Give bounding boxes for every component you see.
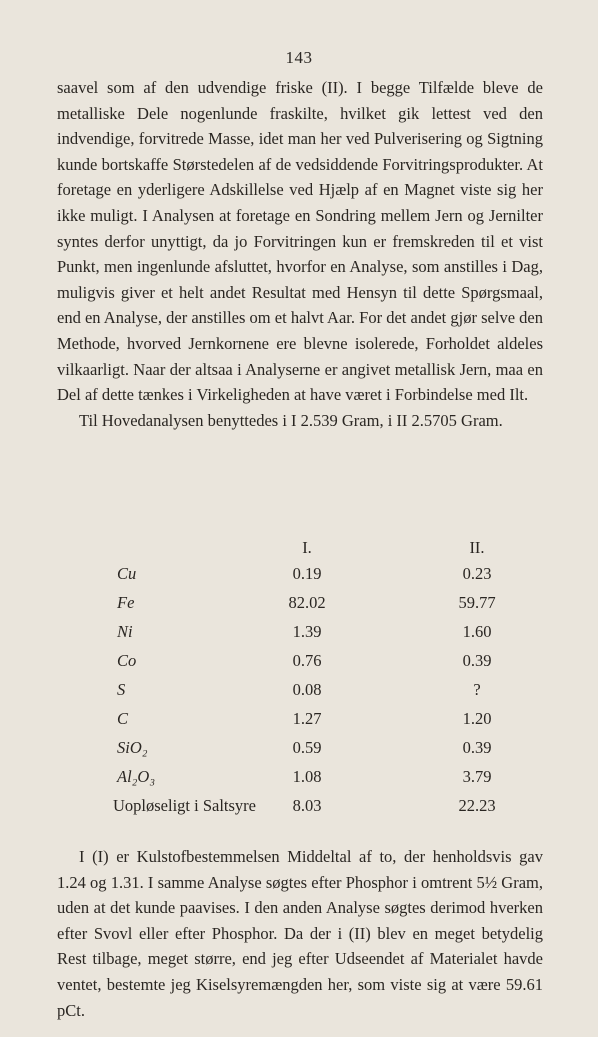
paragraph-text: saavel som af den udvendige friske (II). I begge Tilfælde bleve de metalliske Dele nogenlunde fraskilte, hvilket gik lettest ved den indvendige, forvitrede Masse, idet man her ved Pulverisering og Sigtning kunde bortskaffe Størstedelen af de vedsiddende Forvitringsprodukter. At foretage en yderligere Adskillelse ved Hjælp af en Magnet viste sig her ikke muligt. I Analysen at foretage en Sondring mellem Jern og Jernilter syntes derfor unyttigt, da jo Forvitringen kun er fremskreden til et vist Punkt, men ingenlunde afsluttet, hvorfor en Analyse, som anstilles i Dag, muligvis giver et helt andet Resultat med Hensyn til dette Spørgsmaal, end en Analyse, der anstilles om et halvt Aar. For det andet gjør selve den Methode, hvorved Jernkornene ere blevne isolerede, Forholdet aldeles vilkaarligt. Naar der altsaa i Analyserne er angivet metallisk Jern, maa en Del af dette tænkes i Virkeligheden at have været i Forbindelse med Ilt. (57, 78, 543, 405)
table-header (57, 538, 543, 564)
row-value-1: 0.59 (292, 738, 322, 757)
row-label: Co (117, 651, 137, 670)
row-value-1: 1.39 (292, 622, 322, 641)
row-value-1: 1.08 (292, 767, 322, 786)
table-row (57, 767, 543, 796)
column-header-1: I. (302, 538, 312, 557)
paragraph-text-2: Til Hovedanalysen benyttedes i I 2.539 Gram, i II 2.5705 Gram. (79, 410, 503, 430)
row-value-2: ? (473, 680, 481, 699)
row-value-1: 0.19 (292, 564, 322, 583)
row-label: SiO₂ (117, 738, 148, 757)
row-value-2: 1.60 (462, 622, 492, 641)
row-value-2: 0.39 (462, 651, 492, 670)
total-value-1: 8.03 (292, 796, 322, 815)
row-label: C (117, 709, 129, 728)
row-value-1: 0.08 (292, 680, 322, 699)
table-row (57, 593, 543, 622)
row-value-2: 59.77 (458, 593, 496, 612)
paragraph-text-3: I (I) er Kulstofbestemmelsen Middeltal af to, der henholdsvis gav 1.24 og 1.31. I samme Analyse søgtes efter Phosphor i omtrent 5½ Gram, uden at det kunde paavises. I den anden Analyse søgtes derimod hverken efter Svovl eller efter Phosphor. Da der i (II) blev en meget betydelig Rest tilbage, meget større, end jeg efter Udseendet af Materialet havde ventet, bestemte jeg Kiselsyremængden her, som viste sig at være 59.61 pCt. (57, 847, 543, 1020)
row-value-2: 0.23 (462, 564, 492, 583)
table-row (57, 651, 543, 680)
row-label: Al₂O₃ (117, 767, 156, 786)
row-value-2: 1.20 (462, 709, 492, 728)
body-paragraph-1 (57, 75, 543, 433)
row-value-1: 1.27 (292, 709, 322, 728)
table-total-row (57, 796, 543, 825)
table-row (57, 680, 543, 709)
analysis-table (57, 538, 543, 825)
total-value-2: 22.23 (458, 796, 496, 815)
row-label: Cu (117, 564, 137, 583)
page-number: 143 (285, 48, 313, 67)
table-row (57, 709, 543, 738)
row-value-2: 0.39 (462, 738, 492, 757)
body-paragraph-3 (57, 844, 543, 1023)
table-row (57, 622, 543, 651)
row-value-2: 3.79 (462, 767, 492, 786)
total-label: Uopløseligt i Saltsyre (113, 796, 256, 815)
table-row (57, 738, 543, 767)
table-row (57, 564, 543, 593)
row-label: S (117, 680, 126, 699)
row-label: Fe (117, 593, 135, 612)
row-label: Ni (117, 622, 133, 641)
column-header-2: II. (469, 538, 485, 557)
row-value-1: 0.76 (292, 651, 322, 670)
row-value-1: 82.02 (288, 593, 326, 612)
